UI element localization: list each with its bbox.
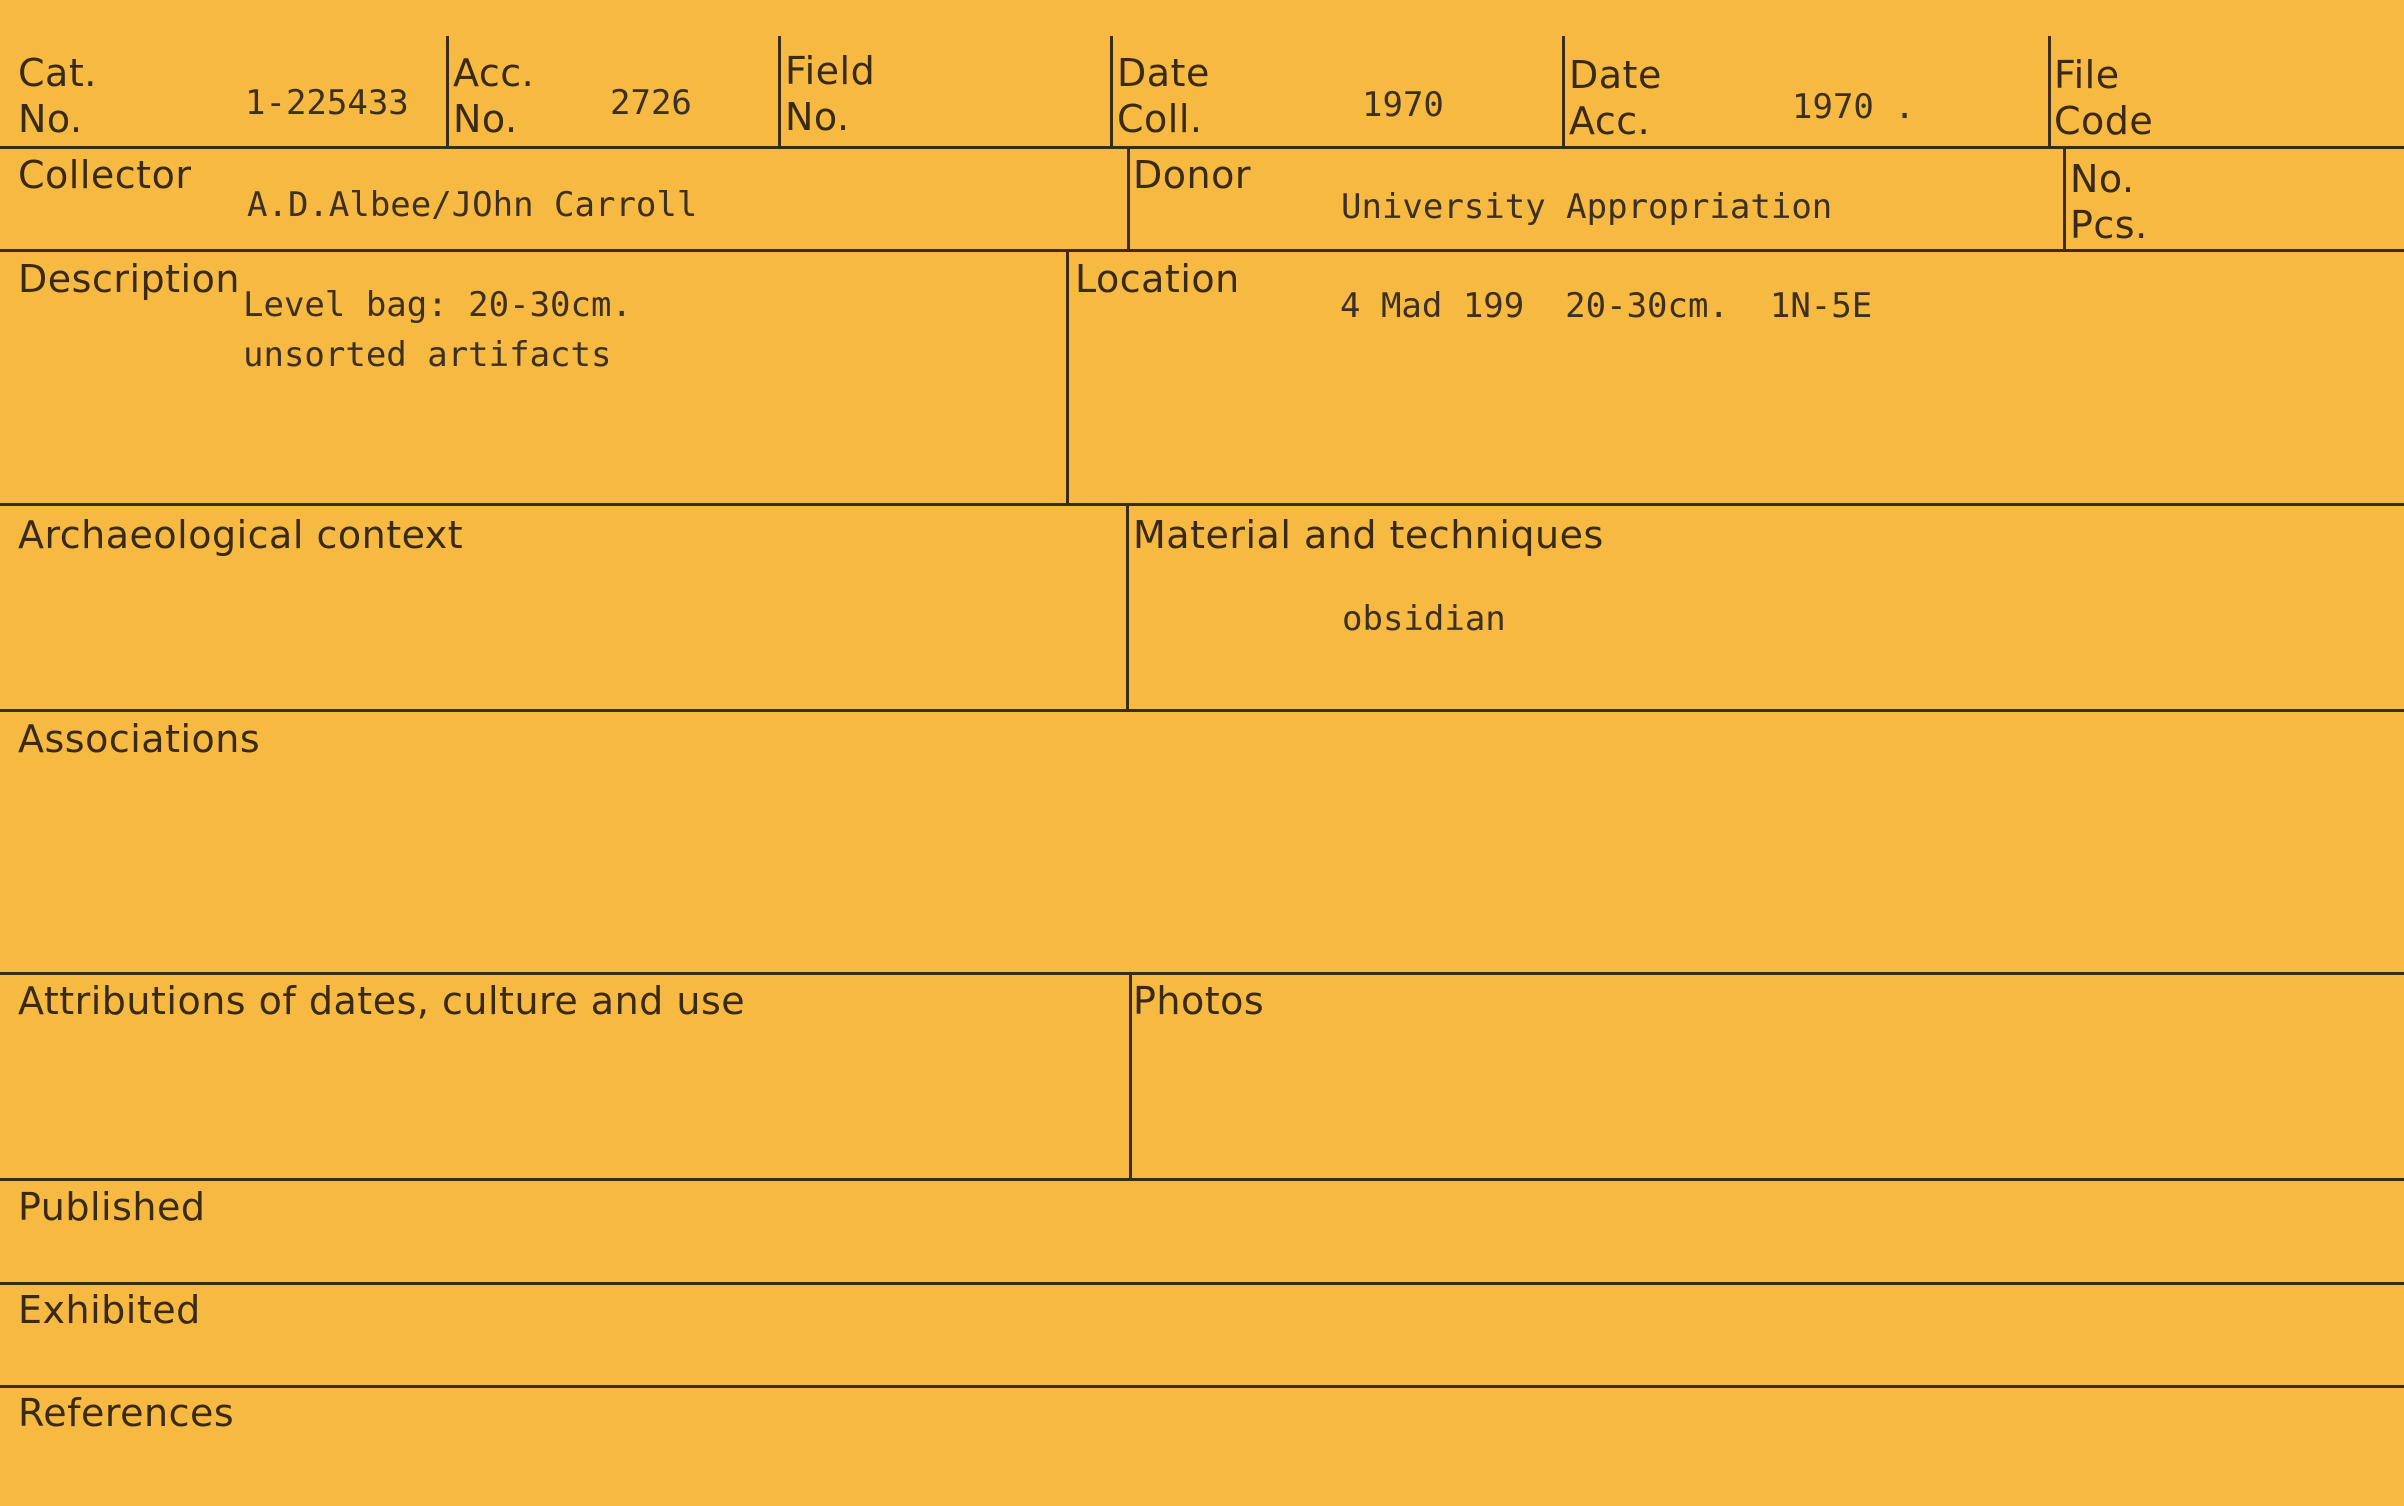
file-code-label bbox=[2054, 52, 2153, 144]
attributions-label: Attributions of dates, culture and use bbox=[18, 979, 746, 1023]
cat-no-label-line2: No. bbox=[18, 97, 83, 141]
date-acc-label bbox=[1569, 52, 1662, 144]
cat-no-value: 1-225433 bbox=[245, 83, 409, 123]
date-coll-label bbox=[1117, 50, 1210, 142]
file-code-label-line1: File bbox=[2054, 53, 2120, 97]
row-divider bbox=[0, 146, 2404, 149]
date-coll-label-line2: Coll. bbox=[1117, 97, 1203, 141]
date-acc-label-line1: Date bbox=[1569, 53, 1662, 97]
no-pcs-label bbox=[2070, 156, 2148, 248]
location-label: Location bbox=[1075, 257, 1240, 301]
acc-no-label-line1: Acc. bbox=[453, 51, 535, 95]
row-divider bbox=[0, 1282, 2404, 1285]
description-value-line2: unsorted artifacts bbox=[243, 335, 612, 375]
date-acc-label-line2: Acc. bbox=[1569, 99, 1651, 143]
no-pcs-label-line2: Pcs. bbox=[2070, 203, 2148, 247]
column-divider bbox=[1066, 249, 1069, 505]
material-techniques-value: obsidian bbox=[1342, 599, 1506, 639]
acc-no-value: 2726 bbox=[610, 83, 692, 123]
description-label: Description bbox=[18, 257, 240, 301]
collector-label: Collector bbox=[18, 153, 192, 197]
donor-label: Donor bbox=[1133, 153, 1251, 197]
file-code-label-line2: Code bbox=[2054, 99, 2154, 143]
exhibited-label: Exhibited bbox=[18, 1288, 201, 1332]
column-divider bbox=[1562, 36, 1565, 148]
row-divider bbox=[0, 503, 2404, 506]
description-value-line1: Level bag: 20-30cm. bbox=[243, 285, 632, 325]
column-divider bbox=[1127, 146, 1130, 251]
column-divider bbox=[778, 36, 781, 148]
row-divider bbox=[0, 1178, 2404, 1181]
published-label: Published bbox=[18, 1185, 206, 1229]
field-no-label-line2: No. bbox=[785, 95, 850, 139]
row-divider bbox=[0, 1385, 2404, 1388]
no-pcs-label-line1: No. bbox=[2070, 157, 2135, 201]
material-techniques-label: Material and techniques bbox=[1133, 513, 1604, 557]
row-divider bbox=[0, 972, 2404, 975]
field-no-label-line1: Field bbox=[785, 49, 876, 93]
collector-value: A.D.Albee/JOhn Carroll bbox=[247, 185, 698, 225]
column-divider bbox=[1129, 972, 1132, 1180]
location-value: 4 Mad 199 20-30cm. 1N-5E bbox=[1340, 286, 1873, 326]
date-acc-value: 1970 . bbox=[1792, 87, 1915, 127]
date-coll-label-line1: Date bbox=[1117, 51, 1210, 95]
column-divider bbox=[446, 36, 449, 148]
field-no-label bbox=[785, 48, 875, 140]
column-divider bbox=[2048, 36, 2051, 148]
acc-no-label bbox=[453, 50, 534, 142]
cat-no-label-line1: Cat. bbox=[18, 51, 97, 95]
column-divider bbox=[1126, 503, 1129, 711]
column-divider bbox=[1110, 36, 1113, 148]
acc-no-label-line2: No. bbox=[453, 97, 518, 141]
references-label: References bbox=[18, 1391, 235, 1435]
donor-value: University Appropriation bbox=[1341, 187, 1833, 227]
associations-label: Associations bbox=[18, 717, 261, 761]
photos-label: Photos bbox=[1133, 979, 1265, 1023]
cat-no-label bbox=[18, 50, 97, 142]
row-divider bbox=[0, 709, 2404, 712]
date-coll-value: 1970 bbox=[1362, 85, 1444, 125]
archaeological-context-label: Archaeological context bbox=[18, 513, 464, 557]
column-divider bbox=[2063, 146, 2066, 251]
row-divider bbox=[0, 249, 2404, 252]
